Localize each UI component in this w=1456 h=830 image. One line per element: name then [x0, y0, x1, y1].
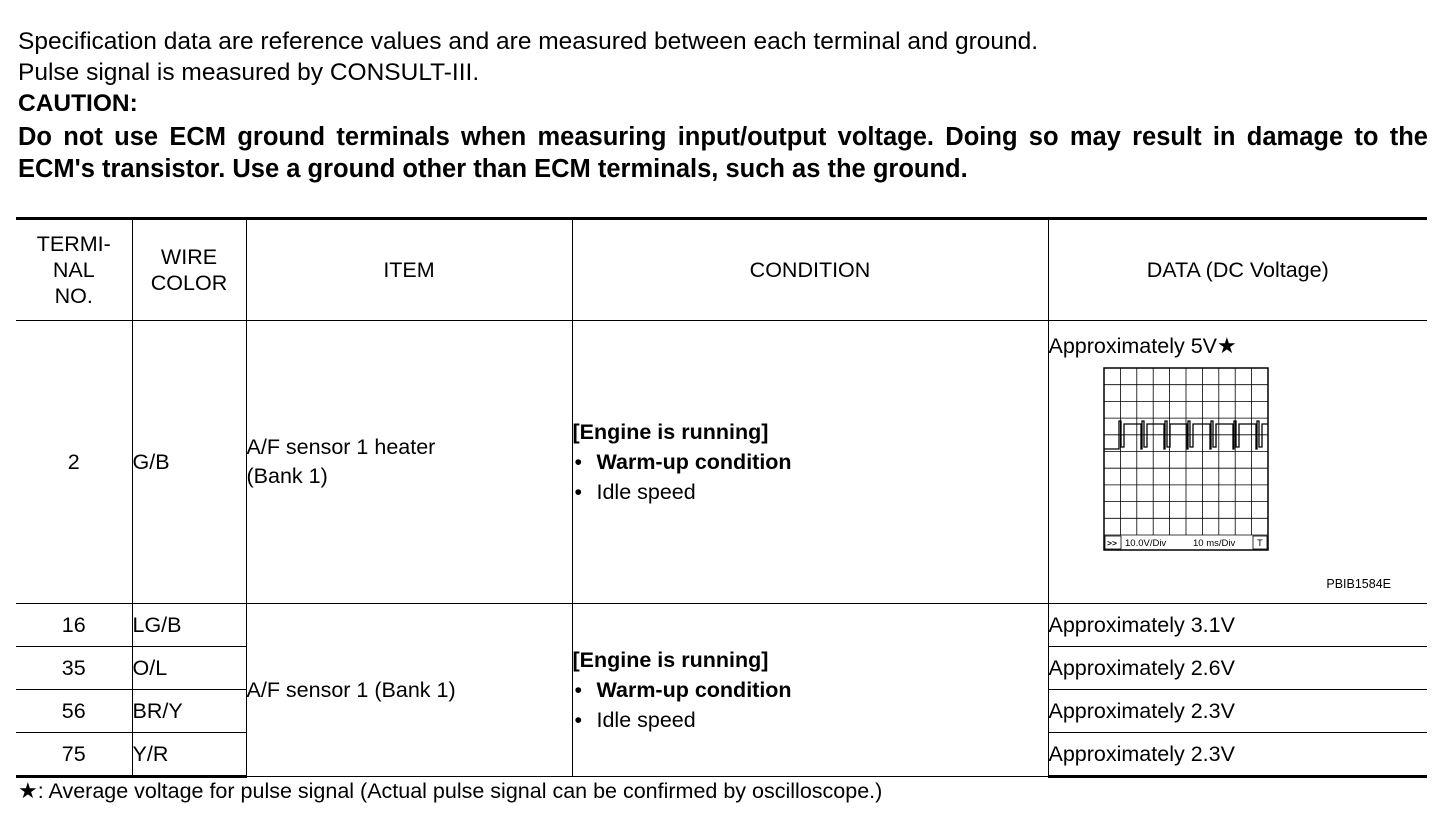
data-value: Approximately 2.3V	[1048, 690, 1427, 733]
intro-text	[18, 26, 1428, 185]
terminal-no: 16	[16, 604, 132, 647]
figure-reference: PBIB1584E	[1326, 577, 1391, 591]
header-item: ITEM	[246, 219, 572, 321]
wire-color: O/L	[132, 647, 246, 690]
condition-cell: [Engine is running] • Warm-up condition • Idle speed	[572, 604, 1048, 777]
data-value: Approximately 2.3V	[1048, 733, 1427, 777]
item-cell: A/F sensor 1 heater (Bank 1)	[246, 321, 572, 604]
header-data: DATA (DC Voltage)	[1048, 219, 1427, 321]
terminal-no: 35	[16, 647, 132, 690]
star-icon: ★	[1217, 333, 1237, 358]
condition-cell: [Engine is running] • Warm-up condition • Idle speed	[572, 321, 1048, 604]
terminal-no: 75	[16, 733, 132, 777]
scope-arrow-label: >>	[1106, 538, 1117, 548]
wire-color: BR/Y	[132, 690, 246, 733]
wire-color: Y/R	[132, 733, 246, 777]
caution-label: CAUTION:	[18, 90, 138, 117]
star-icon: ★	[18, 778, 38, 803]
data-value: Approximately 2.6V	[1048, 647, 1427, 690]
bullet-icon: •	[574, 677, 583, 702]
data-cell	[1048, 321, 1427, 604]
footnote	[18, 778, 882, 804]
header-condition: CONDITION	[572, 219, 1048, 321]
scope-time-div: 10 ms/Div	[1192, 538, 1235, 549]
spec-note: Specification data are reference values and are measured between each terminal and ground.	[18, 28, 1039, 55]
bullet-icon: •	[574, 449, 583, 474]
scope-trigger-label: T	[1256, 538, 1263, 549]
scope-voltage-div: 10.0V/Div	[1124, 538, 1166, 549]
table-row	[16, 604, 1427, 647]
terminal-no: 2	[16, 321, 132, 604]
bullet-icon: •	[574, 479, 583, 504]
bullet-icon: •	[574, 707, 583, 732]
oscilloscope-waveform	[1103, 367, 1269, 551]
footnote-text: : Average voltage for pulse signal (Actual pulse signal can be confirmed by oscilloscope.)	[37, 779, 883, 803]
header-terminal: TERMI- NAL NO.	[16, 219, 132, 321]
wire-color: LG/B	[132, 604, 246, 647]
terminal-table	[16, 217, 1427, 778]
data-value: Approximately 3.1V	[1048, 604, 1427, 647]
item-cell: A/F sensor 1 (Bank 1)	[246, 604, 572, 777]
table-row	[16, 321, 1427, 604]
header-wire-color: WIRE COLOR	[132, 219, 246, 321]
pulse-note: Pulse signal is measured by CONSULT-III.	[18, 59, 480, 86]
header-row	[16, 219, 1427, 321]
data-value: Approximately 5V	[1048, 334, 1217, 358]
terminal-no: 56	[16, 690, 132, 733]
wire-color: G/B	[132, 321, 246, 604]
caution-text: Do not use ECM ground terminals when measuring input/output voltage. Doing so may result in damage to the ECM's transistor. Use a ground other than ECM terminals, such as the ground.	[18, 123, 1428, 183]
